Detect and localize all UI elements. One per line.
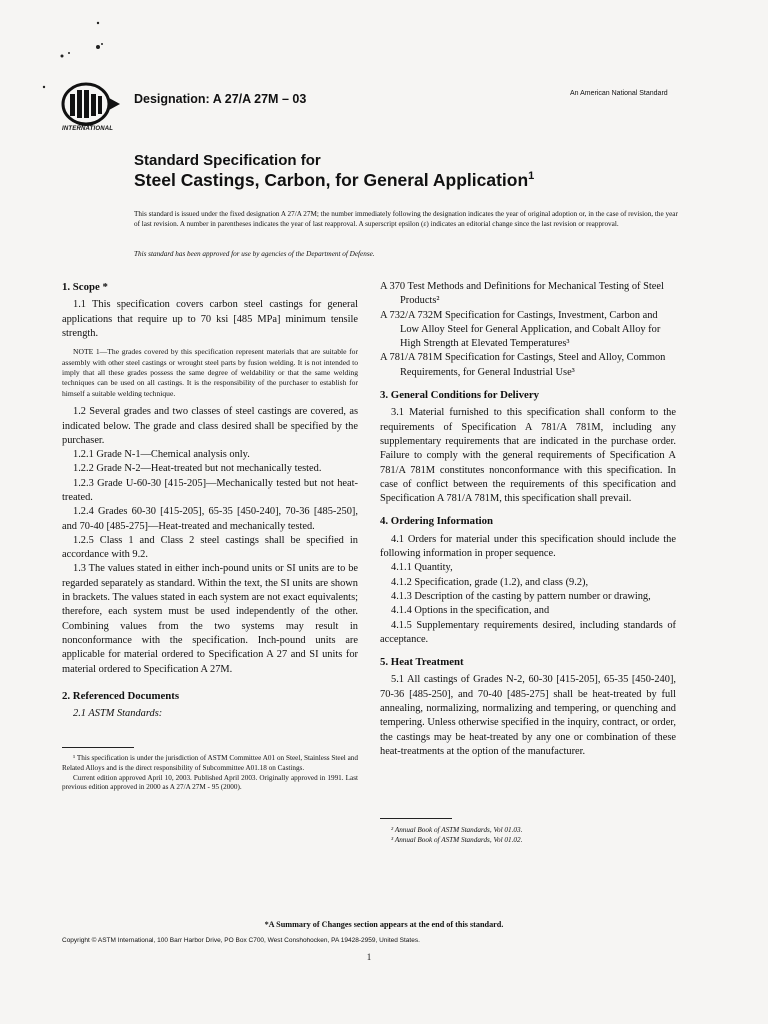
para-1-1: 1.1 This specification covers carbon steel castings for general applications that require up to 70 ksi [485 MPa] minimum tensile strength. — [62, 299, 358, 339]
left-column — [62, 280, 358, 793]
para-4-1: 4.1 Orders for material under this specification should include the following information in proper sequence. — [380, 533, 676, 560]
footnote-1-edition: Current edition approved April 10, 2003. Published April 2003. Originally approved in 1991. Last previous edition approved in 2000 as A 27/A 27M - 95 (2000). — [62, 773, 358, 792]
footnote-2: ² Annual Book of ASTM Standards, Vol 01.03. — [391, 826, 523, 834]
section-heading-heat: 5. Heat Treatment — [380, 656, 464, 669]
summary-notice: *A Summary of Changes section appears at the end of this standard. — [264, 920, 504, 929]
title-footnote-mark: 1 — [528, 170, 535, 183]
para-1-2-2: 1.2.2 Grade N-2—Heat-treated but not mechanically tested. — [73, 463, 322, 475]
title-line-2: Steel Castings, Carbon, for General Application$^1$ — [134, 170, 535, 190]
para-3-1: 3.1 Material furnished to this specification shall conform to the requirements of Specification A 781/A 781M, including any supplementary requirements that are indicated in the purchase order. Failure to comply with the general requirements of Specification A 781/A 781M constitutes nonconformance with this specification. In case of conflict between the requirements of this specification and Specification A 781/A 781M, this specification shall prevail. — [380, 407, 676, 505]
para-4-1-1: 4.1.1 Quantity, — [391, 562, 453, 574]
para-5-1: 5.1 All castings of Grades N-2, 60-30 [415-205], 65-35 [450-240], 70-36 [485-250], and 70-40 [485-275] shall be heat-treated by full annealing, normalizing, normalizing and tempering, or quenching and tempering. Unless otherwise specified in the inquiry, contract, or order, the castings may be heat-treated by any one or combination of these heat-treatments at the option of the manufacturer. — [380, 674, 676, 757]
footnote-1: ¹ This specification is under the jurisdiction of ASTM Committee A01 on Steel, Stainless Steel and Related Alloys and is the direct responsibility of Subcommittee A01.18 on Castings. — [62, 754, 358, 773]
para-1-2-3: 1.2.3 Grade U-60-30 [415-205]—Mechanically tested but not heat-treated. — [62, 477, 358, 503]
para-4-1-2: 4.1.2 Specification, grade (1.2), and class (9.2), — [391, 576, 589, 588]
para-1-3: 1.3 The values stated in either inch-pound units or SI units are to be regarded separately as standard. Within the text, the SI units are shown in brackets. The values stated in each system are not exact equivalents; therefore, each system must be used independently of the other. Combining values from the two systems may result in nonconformance with the specification. Inch-pound units are applicable for material ordered to Specification A 27 and SI units for material ordered to Specification A 27M. — [62, 563, 358, 675]
para-2-1: 2.1 ASTM Standards: — [73, 708, 163, 720]
designation: Designation: A 27/A 27M – 03 — [134, 92, 307, 106]
national-standard-label: An American National Standard — [570, 90, 668, 97]
footnote-3: ³ Annual Book of ASTM Standards, Vol 01.02. — [391, 835, 523, 844]
section-heading-scope: 1. Scope * — [62, 281, 108, 293]
page-number: 1 — [366, 952, 372, 962]
para-1-2-4: 1.2.4 Grades 60-30 [415-205], 65-35 [450-240], 70-36 [485-250], and 70-40 [485-275]—Heat-treated and mechanically tested. — [62, 506, 358, 532]
right-footnotes — [380, 826, 676, 845]
ref-a732: A 732/A 732M Specification for Castings, Investment, Carbon and Low Alloy Steel for General Application, and Cobalt Alloy for High Strength at Elevated Temperatures³ — [380, 309, 661, 350]
para-1-2: 1.2 Several grades and two classes of steel castings are covered, as indicated below. The grade and class desired shall be specified by the purchaser. — [62, 406, 358, 446]
ref-a781: A 781/A 781M Specification for Castings, Steel and Alloy, Common Requirements, for General Industrial Use³ — [380, 352, 666, 378]
section-heading-ordering: 4. Ordering Information — [380, 515, 494, 528]
ref-a370: A 370 Test Methods and Definitions for Mechanical Testing of Steel Products² — [380, 281, 664, 307]
right-column — [380, 280, 676, 759]
copyright: Copyright © ASTM International, 100 Barr Harbor Drive, PO Box C700, West Conshohocken, PA 19428-2959, United States. — [62, 937, 420, 944]
title-line-1: Standard Specification for — [134, 152, 321, 169]
footnote-rule — [62, 747, 134, 748]
astm-logo — [60, 80, 122, 132]
issuance-note: This standard is issued under the fixed designation A 27/A 27M; the number immediately following the designation indicates the year of original adoption or, in the case of revision, the year of last revision. A number in parentheses indicates the year of last reapproval. A superscript epsilon (ε) indicates an editorial change since the last revision or reapproval. — [134, 210, 678, 228]
approval-note: This standard has been approved for use by agencies of the Department of Defense. — [134, 250, 375, 258]
section-heading-general: 3. General Conditions for Delivery — [380, 389, 540, 402]
para-4-1-4: 4.1.4 Options in the specification, and — [391, 605, 550, 617]
para-1-2-1: 1.2.1 Grade N-1—Chemical analysis only. — [73, 449, 250, 461]
para-4-1-3: 4.1.3 Description of the casting by pattern number or drawing, — [391, 590, 651, 602]
para-4-1-5: 4.1.5 Supplementary requirements desired, including standards of acceptance. — [380, 619, 676, 645]
intl-label: INTERNATIONAL — [62, 126, 114, 132]
footnote-rule-right — [380, 818, 452, 819]
para-1-2-5: 1.2.5 Class 1 and Class 2 steel castings shall be specified in accordance with 9.2. — [62, 534, 358, 561]
section-heading-referenced: 2. Referenced Documents — [62, 689, 180, 702]
note-1: NOTE 1—The grades covered by this specification represent materials that are suitable for assembly with other steel castings or wrought steel parts by fusion welding. It is not intended to imply that all these grades possess the same degree of weldability or that the same welding techniques can be used on all castings. It is the responsibility of the purchaser to establish for himself a suitable welding technique. — [62, 347, 358, 398]
